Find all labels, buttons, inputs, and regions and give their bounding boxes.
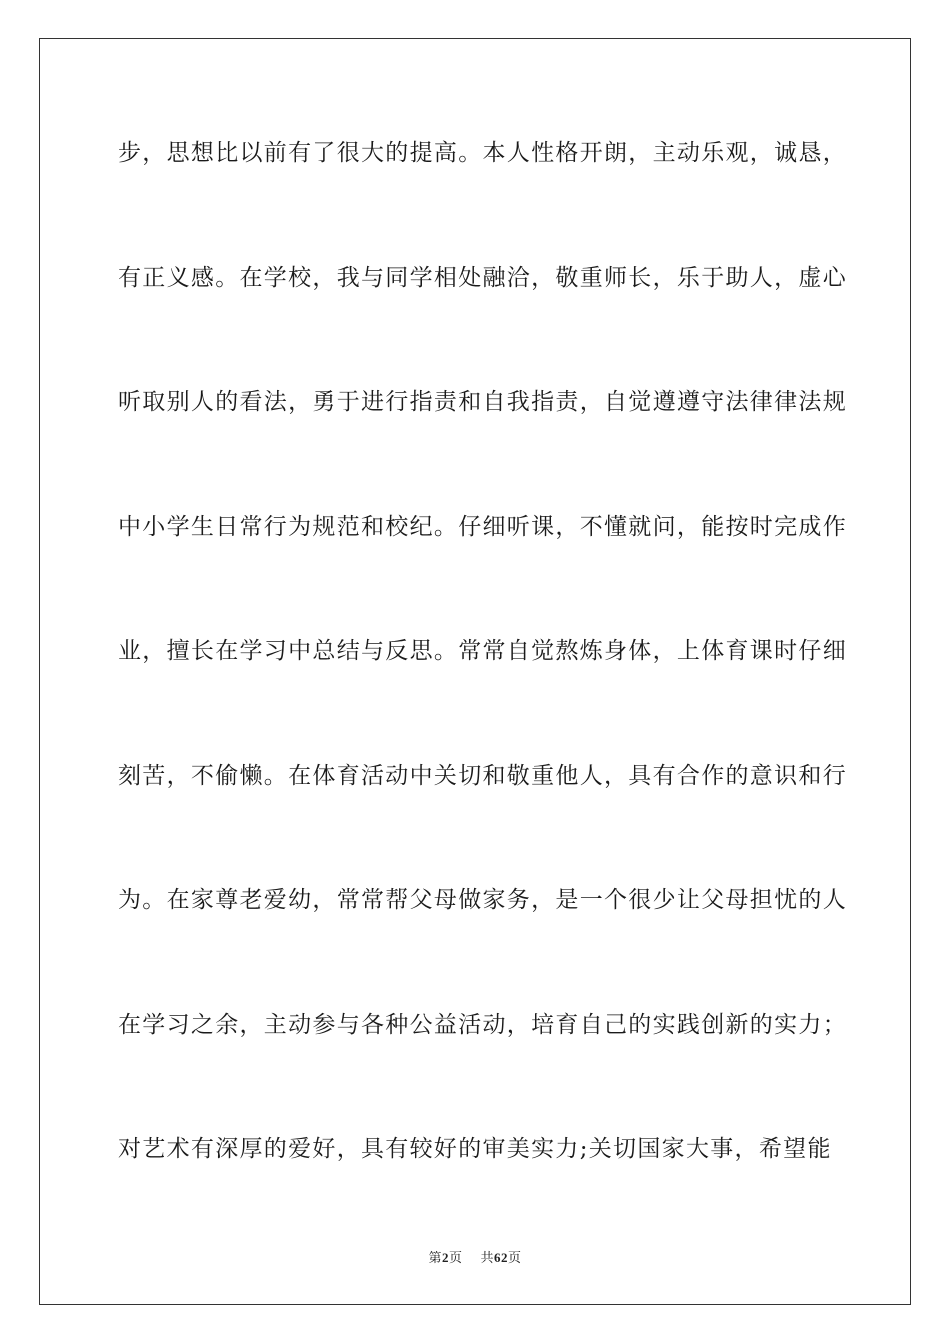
text-line: 刻苦，不偷懒。在体育活动中关切和敬重他人，具有合作的意识和行 bbox=[118, 762, 847, 789]
total-pages: 62 bbox=[494, 1250, 509, 1265]
total-prefix: 共 bbox=[480, 1251, 495, 1266]
text-line: 在学习之余，主动参与各种公益活动，培育自己的实践创新的实力； bbox=[118, 1011, 847, 1038]
text-line: 为。在家尊老爱幼，常常帮父母做家务，是一个很少让父母担忧的人 bbox=[118, 887, 847, 913]
page-footer bbox=[0, 1247, 950, 1266]
text-line: 业，擅长在学习中总结与反思。常常自觉熬炼身体，上体育课时仔细 bbox=[118, 638, 847, 664]
total-suffix: 页 bbox=[508, 1251, 522, 1266]
text-line: 听取别人的看法，勇于进行指责和自我指责，自觉遵遵守法律律法规 bbox=[118, 389, 847, 415]
document-body bbox=[118, 130, 847, 1251]
page-suffix: 页 bbox=[448, 1251, 463, 1266]
page-number: 2 bbox=[441, 1250, 449, 1265]
text-line: 中小学生日常行为规范和校纪。仔细听课，不懂就问，能按时完成作 bbox=[118, 513, 847, 540]
text-line: 步，思想比以前有了很大的提高。本人性格开朗，主动乐观，诚恳， bbox=[118, 140, 847, 166]
text-line: 有正义感。在学校，我与同学相处融洽，敬重师长，乐于助人，虚心 bbox=[118, 264, 847, 291]
page-prefix: 第 bbox=[428, 1251, 442, 1266]
text-line: 对艺术有深厚的爱好，具有较好的审美实力;关切国家大事，希望能 bbox=[118, 1136, 832, 1162]
